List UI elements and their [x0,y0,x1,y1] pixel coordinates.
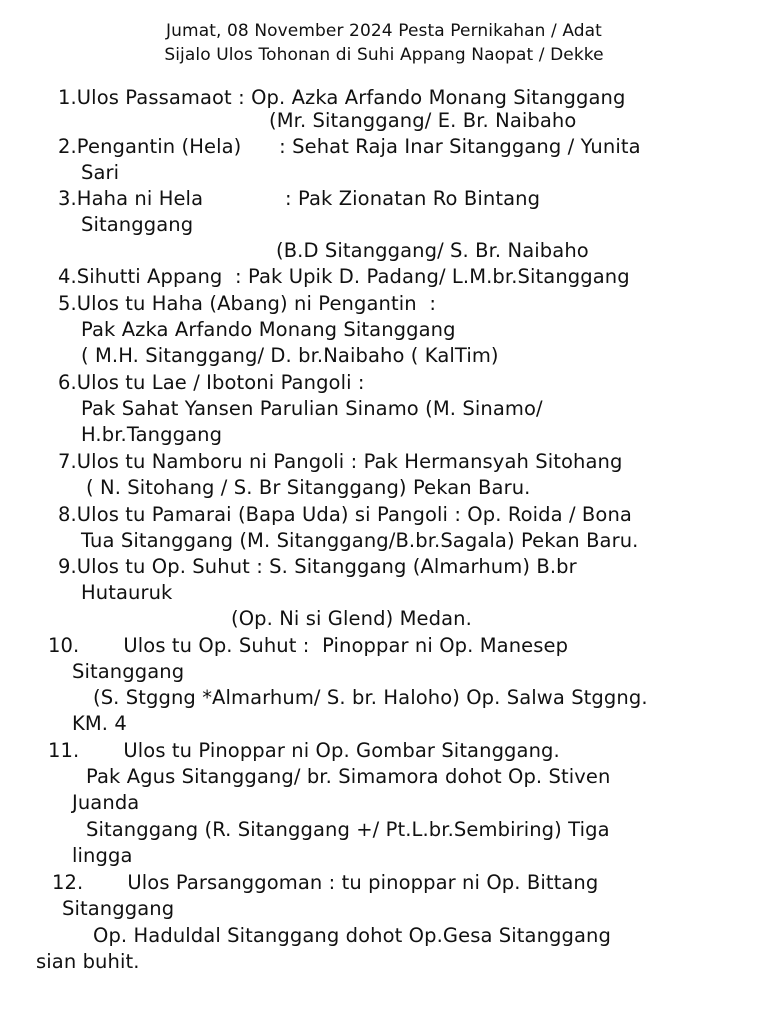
item-7-line-2: ( N. Sitohang / S. Br Sitanggang) Pekan Baru. [86,476,531,499]
item-1-line-1: 1.Ulos Passamaot : Op. Azka Arfando Monang Sitanggang [58,86,626,109]
item-12-line-3: Op. Haduldal Sitanggang dohot Op.Gesa Sitanggang [93,924,611,947]
item-10-line-1: 10. Ulos tu Op. Suhut : Pinoppar ni Op. Manesep [48,634,569,657]
header-date-line: Jumat, 08 November 2024 Pesta Pernikahan / Adat [166,21,602,41]
item-6-line-2: Pak Sahat Yansen Parulian Sinamo (M. Sinamo/ [81,397,543,420]
item-10-line-3: (S. Stggng *Almarhum/ S. br. Haloho) Op. Salwa Stggng. [93,686,648,709]
item-3-line-3: (B.D Sitanggang/ S. Br. Naibaho [276,239,589,262]
item-10-line-2: Sitanggang [72,660,185,683]
item-3-line-2: Sitanggang [81,213,194,236]
header-title-line: Sijalo Ulos Tohonan di Suhi Appang Naopat / Dekke [164,45,604,65]
item-9-line-3: (Op. Ni si Glend) Medan. [231,607,472,630]
item-7-line-1: 7.Ulos tu Namboru ni Pangoli : Pak Hermansyah Sitohang [58,450,623,473]
item-10-line-4: KM. 4 [72,712,127,735]
item-2-line-1: 2.Pengantin (Hela) : Sehat Raja Inar Sitanggang / Yunita [58,135,641,158]
item-8-line-2: Tua Sitanggang (M. Sitanggang/B.br.Sagala) Pekan Baru. [81,529,639,552]
item-9-line-2: Hutauruk [81,581,173,604]
item-6-line-1: 6.Ulos tu Lae / Ibotoni Pangoli : [58,371,365,394]
item-4-line-1: 4.Sihutti Appang : Pak Upik D. Padang/ L.M.br.Sitanggang [58,265,630,288]
item-8-line-1: 8.Ulos tu Pamarai (Bapa Uda) si Pangoli : Op. Roida / Bona [58,503,632,526]
item-6-line-3: H.br.Tanggang [81,423,223,446]
item-11-line-4: Sitanggang (R. Sitanggang +/ Pt.L.br.Sembiring) Tiga [86,818,610,841]
item-12-line-2: Sitanggang [62,897,175,920]
item-3-line-1: 3.Haha ni Hela : Pak Zionatan Ro Bintang [58,187,541,210]
item-12-line-4: sian buhit. [36,950,140,973]
item-11-line-2: Pak Agus Sitanggang/ br. Simamora dohot Op. Stiven [86,765,611,788]
item-1-line-2: (Mr. Sitanggang/ E. Br. Naibaho [269,109,577,132]
item-11-line-5: lingga [72,844,133,867]
item-12-line-1: 12. Ulos Parsanggoman : tu pinoppar ni Op. Bittang [52,871,599,894]
item-5-line-1: 5.Ulos tu Haha (Abang) ni Pengantin : [58,292,436,315]
item-5-line-3: ( M.H. Sitanggang/ D. br.Naibaho ( KalTim) [81,344,499,367]
item-2-line-2: Sari [81,161,120,184]
item-5-line-2: Pak Azka Arfando Monang Sitanggang [81,318,456,341]
item-11-line-3: Juanda [72,791,140,814]
item-11-line-1: 11. Ulos tu Pinoppar ni Op. Gombar Sitanggang. [48,739,560,762]
item-9-line-1: 9.Ulos tu Op. Suhut : S. Sitanggang (Almarhum) B.br [58,555,577,578]
